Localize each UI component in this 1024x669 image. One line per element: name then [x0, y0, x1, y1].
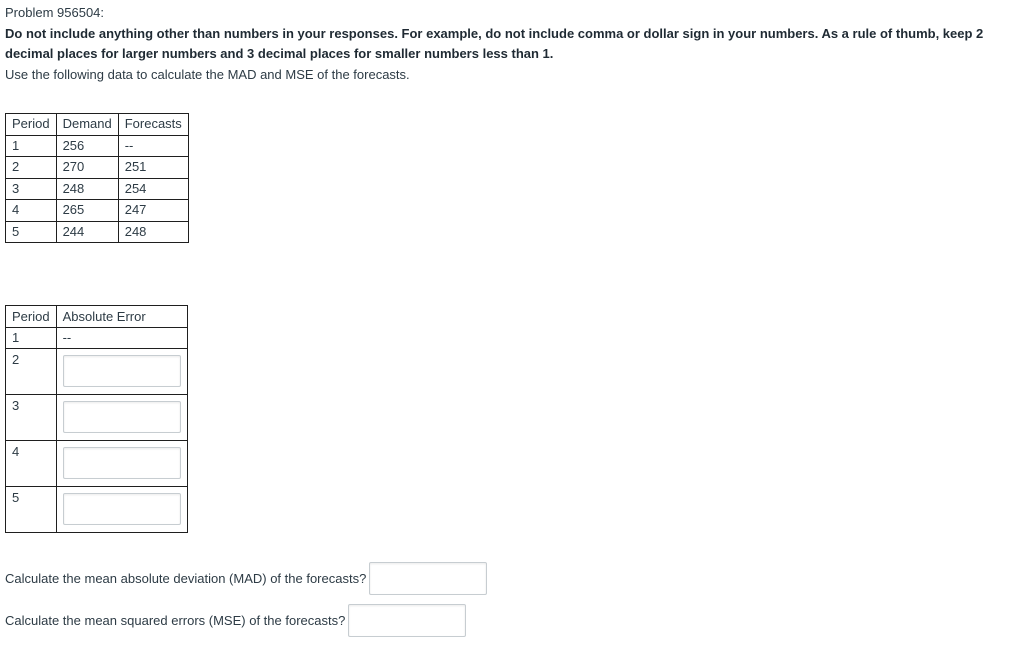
table-row [6, 157, 189, 179]
mse-answer-input[interactable] [348, 604, 466, 637]
header-forecasts: Forecasts [118, 114, 188, 136]
cell-demand: 248 [56, 178, 118, 200]
cell-demand: 270 [56, 157, 118, 179]
cell-forecast: -- [118, 135, 188, 157]
cell-absolute-error [56, 487, 187, 533]
cell-period: 1 [6, 135, 57, 157]
cell-period: 4 [6, 200, 57, 222]
problem-title: Problem 956504: [5, 5, 105, 20]
table-header-row [6, 306, 188, 328]
header-period: Period [6, 114, 57, 136]
cell-period: 1 [6, 328, 57, 349]
table-row [6, 135, 189, 157]
problem-instructions: Do not include anything other than numbers in your responses. For example, do not include comma or dollar sign in your numbers. As a rule of thumb, keep 2 decimal places for larger numbers and 3 decimal places for smaller numbers less than 1. [5, 25, 984, 61]
cell-demand: 256 [56, 135, 118, 157]
absolute-error-input-period-2[interactable] [63, 355, 181, 387]
problem-prompt: Use the following data to calculate the MAD and MSE of the forecasts. [5, 66, 410, 82]
cell-period: 3 [6, 178, 57, 200]
cell-forecast: 254 [118, 178, 188, 200]
cell-period: 2 [6, 157, 57, 179]
mse-question-text: Calculate the mean squared errors (MSE) of the forecasts? [5, 612, 346, 628]
mad-answer-input[interactable] [369, 562, 487, 595]
absolute-error-input-period-4[interactable] [63, 447, 181, 479]
cell-period: 2 [6, 349, 57, 395]
cell-demand: 265 [56, 200, 118, 222]
cell-absolute-error: -- [56, 328, 187, 349]
mad-question-text: Calculate the mean absolute deviation (MAD) of the forecasts? [5, 570, 367, 586]
table-row [6, 487, 188, 533]
mad-question [5, 562, 487, 595]
cell-forecast: 247 [118, 200, 188, 222]
cell-absolute-error [56, 349, 187, 395]
table-row [6, 200, 189, 222]
table-row [6, 441, 188, 487]
demand-forecast-table [5, 113, 189, 243]
cell-demand: 244 [56, 221, 118, 243]
cell-period: 5 [6, 487, 57, 533]
table-row [6, 328, 188, 349]
mse-question [5, 604, 466, 637]
absolute-error-table [5, 305, 188, 533]
cell-forecast: 248 [118, 221, 188, 243]
table-row [6, 349, 188, 395]
cell-absolute-error [56, 441, 187, 487]
header-absolute-error: Absolute Error [56, 306, 187, 328]
table-row [6, 395, 188, 441]
absolute-error-input-period-5[interactable] [63, 493, 181, 525]
header-demand: Demand [56, 114, 118, 136]
cell-period: 5 [6, 221, 57, 243]
cell-period: 4 [6, 441, 57, 487]
cell-period: 3 [6, 395, 57, 441]
table-row [6, 221, 189, 243]
cell-absolute-error [56, 395, 187, 441]
table-row [6, 178, 189, 200]
header-period: Period [6, 306, 57, 328]
problem-statement [5, 3, 1017, 85]
absolute-error-input-period-3[interactable] [63, 401, 181, 433]
cell-forecast: 251 [118, 157, 188, 179]
table-header-row [6, 114, 189, 136]
